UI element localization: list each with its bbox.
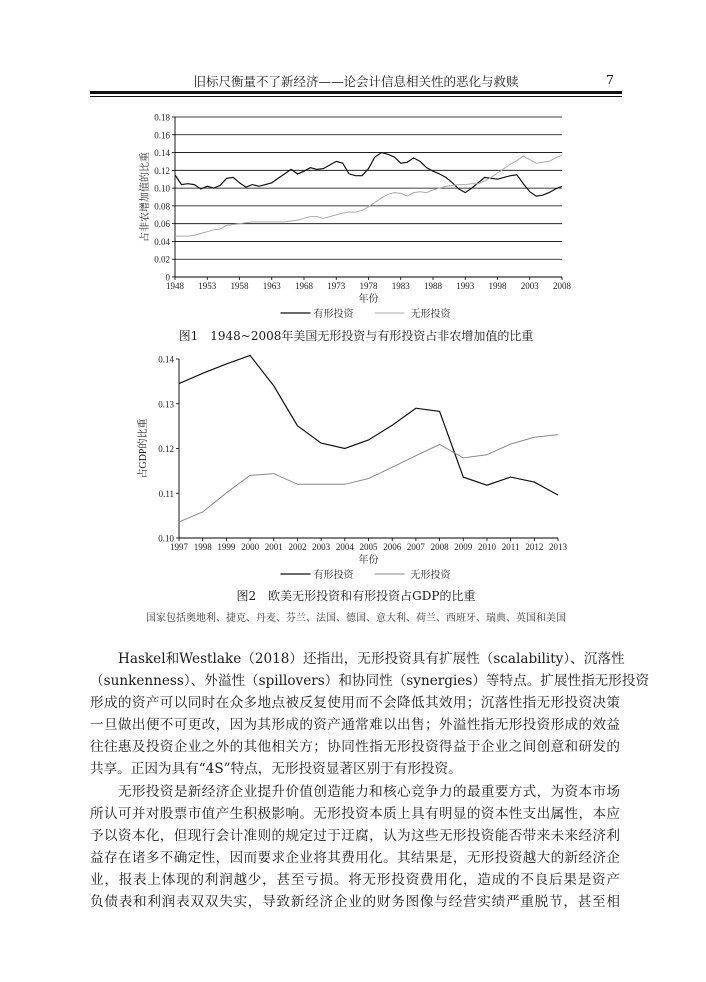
header-rule-thin: [90, 96, 622, 97]
running-header-title: 旧标尺衡量不了新经济——论会计信息相关性的恶化与救赎: [193, 74, 519, 89]
x-tick-label: 2004: [335, 542, 354, 552]
y-tick-label: 0.14: [154, 148, 170, 159]
body-line: 业，报表上体现的利润越少，甚至亏损。将无形投资费用化，造成的不良后果是资产: [90, 872, 620, 888]
x-tick-label: 2000: [241, 542, 260, 552]
y-tick-label: 0.06: [154, 219, 170, 230]
y-tick-label: 0.02: [154, 254, 170, 265]
y-tick-label: 0.10: [154, 183, 170, 194]
x-tick-label: 2008: [553, 281, 571, 291]
body-line: Haskel和Westlake（2018）还指出，无形投资具有扩展性（scalability）、沉落性: [118, 651, 625, 667]
x-tick-label: 1978: [359, 281, 378, 291]
x-tick-label: 2003: [520, 281, 539, 291]
x-tick-label: 1999: [217, 542, 236, 552]
x-tick-label: 1988: [424, 281, 442, 291]
series-line-intangible: [179, 435, 558, 522]
y-tick-label: 0.13: [158, 399, 174, 410]
legend-label-intangible: 无形投资: [410, 570, 451, 581]
figure-1-chart: [0, 100, 706, 325]
body-line: 所认可并对股票市值产生积极影响。无形投资本质上具有明显的资本性支出属性，本应: [90, 806, 620, 822]
legend-label-tangible: 有形投资: [313, 309, 354, 320]
y-tick-label: 0.14: [158, 354, 174, 365]
body-line: （sunkenness）、外溢性（spillovers）和协同性（synergies）等特点。扩展性指无形投资: [90, 673, 650, 689]
x-tick-label: 2012: [525, 542, 544, 552]
figure-1-caption: 图1 1948~2008年美国无形投资与有形投资占非农增加值的比重: [178, 329, 534, 343]
x-tick-label: 2011: [501, 542, 520, 552]
y-tick-label: 0.04: [154, 236, 170, 247]
y-tick-label: 0: [165, 272, 170, 283]
x-tick-label: 2010: [477, 542, 496, 552]
x-tick-label: 1968: [295, 281, 313, 291]
series-line-tangible: [175, 153, 562, 197]
x-tick-label: 1998: [193, 542, 212, 552]
x-axis-title: 年份: [358, 555, 379, 566]
body-line: 共享。正因为具有“4S”特点，无形投资显著区别于有形投资。: [90, 761, 462, 777]
legend-label-intangible: 无形投资: [410, 309, 451, 320]
x-tick-label: 1998: [488, 281, 507, 291]
y-tick-label: 0.11: [158, 488, 174, 499]
y-tick-label: 0.10: [158, 533, 174, 544]
x-axis-title: 年份: [358, 294, 379, 305]
x-tick-label: 1963: [262, 281, 281, 291]
y-tick-label: 0.18: [154, 112, 170, 123]
x-tick-label: 2013: [549, 542, 567, 552]
body-line: 负债表和利润表双双失实，导致新经济企业的财务图像与经营实绩严重脱节，甚至相: [90, 894, 620, 910]
figure-2-chart: [0, 345, 706, 585]
figure-2-caption: 图2 欧美无形投资和有形投资占GDP的比重: [236, 589, 476, 603]
series-line-tangible: [179, 355, 558, 495]
body-line: 予以资本化，但现行会计准则的规定过于迂腐，认为这些无形投资能否带来未来经济利: [90, 828, 620, 844]
x-tick-label: 2002: [288, 542, 307, 552]
body-line: 往往惠及投资企业之外的其他相关方；协同性指无形投资得益于企业之间创意和研发的: [90, 739, 620, 755]
body-line: 形成的资产可以同时在众多地点被反复使用而不会降低其效用；沉落性指无形投资决策: [90, 695, 620, 711]
y-tick-label: 0.12: [158, 444, 174, 454]
figure-2-note: 国家包括奥地利、捷克、丹麦、芬兰、法国、德国、意大利、荷兰、西班牙、瑞典、英国和美国: [146, 613, 566, 624]
x-tick-label: 2007: [406, 542, 425, 552]
y-tick-label: 0.12: [154, 165, 170, 176]
x-tick-label: 1953: [198, 281, 217, 291]
x-tick-label: 1948: [166, 281, 184, 291]
legend-label-tangible: 有形投资: [313, 570, 354, 581]
page-number: 7: [606, 72, 614, 87]
x-tick-label: 1958: [230, 281, 249, 291]
x-tick-label: 2003: [312, 542, 331, 552]
x-tick-label: 2006: [383, 542, 402, 552]
x-tick-label: 2005: [359, 542, 378, 552]
x-tick-label: 2009: [454, 542, 473, 552]
body-line: 益存在诸多不确定性，因而要求企业将其费用化。其结果是，无形投资越大的新经济企: [90, 850, 620, 866]
x-tick-label: 1973: [327, 281, 346, 291]
y-axis-title: 占非农增加值的比重: [140, 152, 151, 242]
y-axis-title: 占GDP的比重: [138, 418, 149, 479]
y-tick-label: 0.16: [154, 130, 170, 141]
header-rule-thick: [90, 91, 622, 94]
body-line: 无形投资是新经济企业提升价值创造能力和核心竞争力的最重要方式，为资本市场: [118, 784, 620, 800]
x-tick-label: 2008: [430, 542, 449, 552]
x-tick-label: 1993: [456, 281, 475, 291]
x-tick-label: 2001: [264, 542, 283, 552]
x-tick-label: 1997: [170, 542, 188, 552]
body-line: 一旦做出便不可更改，因为其形成的资产通常难以出售；外溢性指无形投资形成的效益: [90, 717, 620, 733]
y-tick-label: 0.08: [154, 201, 170, 212]
x-tick-label: 1983: [391, 281, 410, 291]
